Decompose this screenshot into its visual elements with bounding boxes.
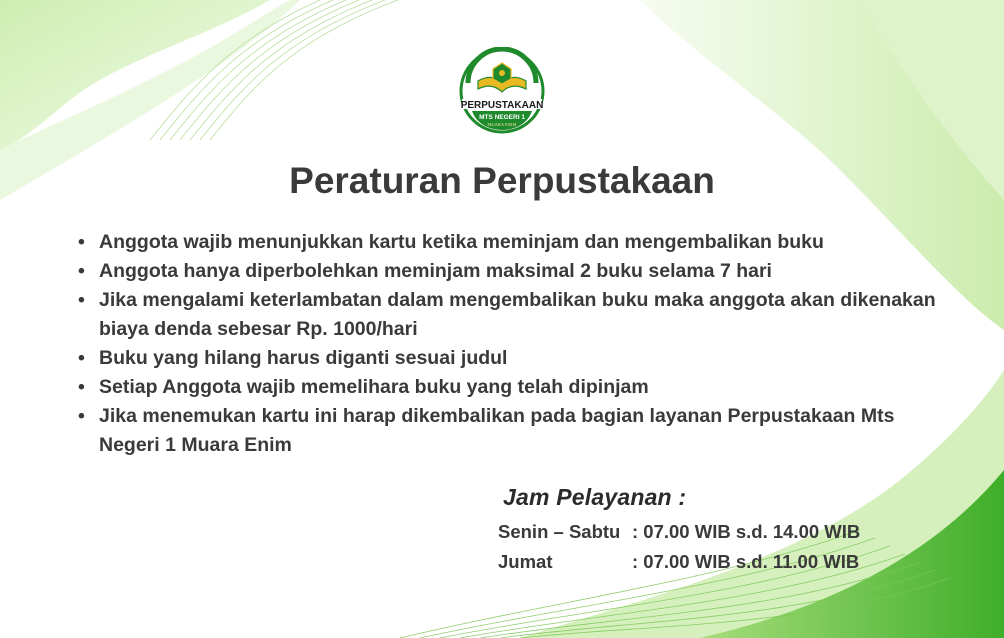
rule-item [74, 228, 954, 257]
rule-item [74, 402, 954, 460]
library-logo [458, 47, 546, 135]
service-day: Senin – Sabtu [498, 521, 621, 542]
rule-text: Setiap Anggota wajib memelihara buku yang telah dipinjam [99, 376, 649, 398]
bullet-icon: • [78, 405, 85, 427]
service-hours-table [498, 517, 860, 577]
rule-text: Anggota wajib menunjukkan kartu ketika meminjam dan mengembalikan buku [99, 231, 824, 253]
rule-text: Jika mengalami keterlambatan dalam mengembalikan buku maka anggota akan dikenakan biaya denda sebesar Rp. 1000/hari [99, 289, 936, 340]
logo-school-text: MTS NEGERI 1 [479, 114, 525, 121]
service-hours-row [498, 547, 860, 577]
bullet-icon: • [78, 376, 85, 398]
service-hours-row [498, 517, 860, 547]
top-left-wave [0, 0, 270, 150]
rule-text: Buku yang hilang harus diganti sesuai judul [99, 347, 508, 369]
bullet-icon: • [78, 260, 85, 282]
logo-city-text: MUARA ENIM [487, 122, 517, 127]
service-time: : 07.00 WIB s.d. 11.00 WIB [632, 551, 860, 572]
service-hours-title: Jam Pelayanan : [503, 484, 687, 510]
rule-text: Anggota hanya diperbolehkan meminjam maksimal 2 buku selama 7 hari [99, 260, 772, 282]
bullet-icon: • [78, 289, 85, 311]
rule-item [74, 286, 954, 344]
logo-name-text: PERPUSTAKAAN [460, 100, 544, 111]
page-title: Peraturan Perpustakaan [289, 160, 715, 201]
rule-item [74, 344, 954, 373]
rule-text: Jika menemukan kartu ini harap dikembalikan pada bagian layanan Perpustakaan Mts Negeri 1 Muara Enim [99, 405, 895, 456]
rule-item [74, 257, 954, 286]
service-day: Jumat [498, 551, 553, 572]
rules-list [74, 228, 954, 460]
bullet-icon: • [78, 231, 85, 253]
bullet-icon: • [78, 347, 85, 369]
rule-item [74, 373, 954, 402]
service-time: : 07.00 WIB s.d. 14.00 WIB [632, 521, 861, 542]
